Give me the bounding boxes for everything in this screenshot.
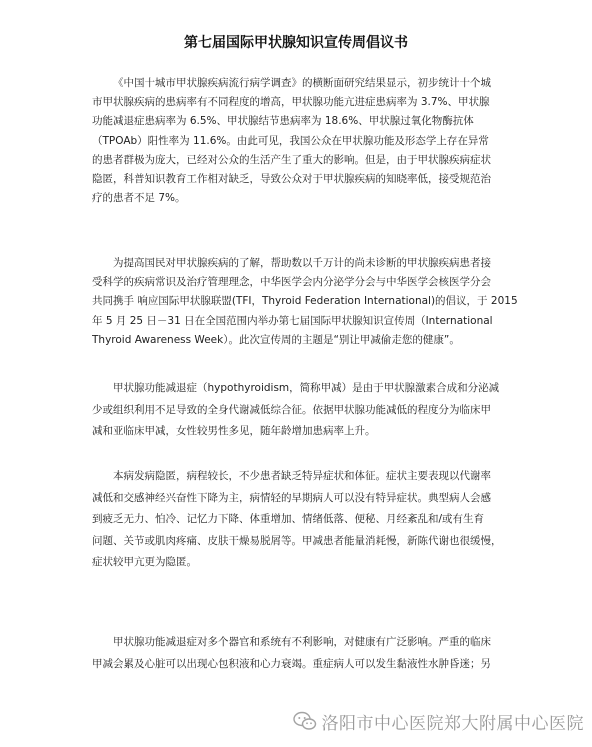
text-line: 受科学的疾病常识及治疗管理理念，中华医学会内分泌学分会与中华医学会核医学分会 [92,276,491,289]
text-line: 功能减退症患病率为 6.5%、甲状腺结节患病率为 18.6%、甲状腺过氧化物酶抗体 [92,115,474,128]
paragraph-4 [92,466,518,574]
text-line: 共同携手 响应国际甲状腺联盟(TFI，Thyroid Federation International)的倡议，于 2015 [92,295,518,308]
text-line: 问题、关节或肌肉疼痛、皮肤干燥易脱屑等。甲减患者能量消耗慢，新陈代谢也很缓慢， [92,534,502,547]
text-line: 减和亚临床甲减，女性较男性多见，随年龄增加患病率上升。 [92,425,376,437]
text-line: 为提高国民对甲状腺疾病的了解，帮助数以千万计的尚未诊断的甲状腺疾病患者接 [113,257,491,269]
paragraph-3 [92,378,518,443]
text-line: 甲状腺功能减退症对多个器官和系统有不利影响，对健康有广泛影响。严重的临床 [113,636,491,648]
text-line: 甲减会累及心脏可以出现心包积液和心力衰竭。重症病人可以发生黏液性水肿昏迷；另 [92,657,491,670]
watermark-text: 洛阳市中心医院郑大附属中心医院 [321,713,584,734]
text-line: 年 5 月 25 日－31 日在全国范围内举办第七届国际甲状腺知识宣传周（International [92,314,493,327]
text-line: 的患者群极为庞大，已经对公众的生活产生了重大的影响。但是，由于甲状腺疾病症状 [92,153,491,166]
text-line: 减低和交感神经兴奋性下降为主，病情轻的早期病人可以没有特异症状。典型病人会感 [92,491,491,504]
text-line: 少或组织利用不足导致的全身代谢减低综合征。依据甲状腺功能减低的程度分为临床甲 [92,403,491,416]
text-line: 市甲状腺疾病的患病率有不同程度的增高，甲状腺功能亢进症患病率为 3.7%、甲状腺 [92,96,490,109]
text-line: 甲状腺功能减退症（hypothyroidism，简称甲减）是由于甲状腺激素合成和分泌减 [113,382,500,394]
text-line: 本病发病隐匿，病程较长，不少患者缺乏特异症状和体征。症状主要表现以代谢率 [113,470,491,482]
paragraph-2 [92,254,518,350]
text-line: 《中国十城市甲状腺疾病流行病学调查》的横断面研究结果显示，初步统计十个城 [113,77,491,89]
account-watermark [293,709,585,733]
text-line: 隐匿，科普知识教育工作相对缺乏，导致公众对于甲状腺疾病的知晓率低，接受规范治 [92,173,491,186]
text-line: 症状较甲亢更为隐匿。 [92,556,197,568]
paragraph-5 [92,632,518,675]
paragraph-1 [92,74,518,208]
text-line: 疗的患者不足 7%。 [92,192,186,205]
text-line: Thyroid Awareness Week）。此次宣传周的主题是“别让甲减偷走您的健康”。 [92,333,460,346]
text-line: 到疲乏无力、怕冷、记忆力下降、体重增加、情绪低落、便秘、月经紊乱和/或有生育 [92,513,485,525]
text-line: （TPOAb）阳性率为 11.6%。由此可见，我国公众在甲状腺功能及形态学上存在异常 [92,134,489,147]
wechat-icon [293,711,317,731]
document-title: 第七届国际甲状腺知识宣传周倡议书 [184,35,408,51]
